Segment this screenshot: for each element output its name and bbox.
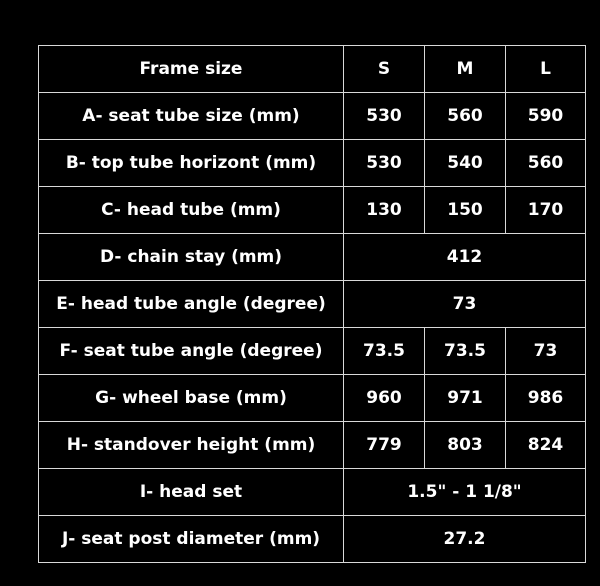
row-label: D- chain stay (mm) xyxy=(39,234,344,281)
value-m: 803 xyxy=(425,422,506,469)
header-label: Frame size xyxy=(39,46,344,93)
value-l: 986 xyxy=(506,375,586,422)
value-s: 530 xyxy=(344,140,425,187)
row-label: J- seat post diameter (mm) xyxy=(39,516,344,563)
table-row xyxy=(39,375,586,422)
row-label: I- head set xyxy=(39,469,344,516)
value-s: 530 xyxy=(344,93,425,140)
row-label: G- wheel base (mm) xyxy=(39,375,344,422)
value-m: 73.5 xyxy=(425,328,506,375)
table-row xyxy=(39,187,586,234)
header-row xyxy=(39,46,586,93)
table-row xyxy=(39,93,586,140)
value-m: 971 xyxy=(425,375,506,422)
table-row xyxy=(39,328,586,375)
row-label: A- seat tube size (mm) xyxy=(39,93,344,140)
value-all-sizes: 1.5" - 1 1/8" xyxy=(344,469,586,516)
value-s: 130 xyxy=(344,187,425,234)
value-m: 150 xyxy=(425,187,506,234)
value-all-sizes: 73 xyxy=(344,281,586,328)
value-all-sizes: 412 xyxy=(344,234,586,281)
value-s: 960 xyxy=(344,375,425,422)
row-label: E- head tube angle (degree) xyxy=(39,281,344,328)
value-l: 560 xyxy=(506,140,586,187)
size-m-header: M xyxy=(425,46,506,93)
value-m: 560 xyxy=(425,93,506,140)
value-l: 73 xyxy=(506,328,586,375)
value-s: 779 xyxy=(344,422,425,469)
geometry-table xyxy=(38,45,586,563)
value-m: 540 xyxy=(425,140,506,187)
row-label: H- standover height (mm) xyxy=(39,422,344,469)
row-label: C- head tube (mm) xyxy=(39,187,344,234)
table-row xyxy=(39,234,586,281)
table-row xyxy=(39,469,586,516)
table-row xyxy=(39,516,586,563)
table-row xyxy=(39,281,586,328)
size-l-header: L xyxy=(506,46,586,93)
size-s-header: S xyxy=(344,46,425,93)
value-l: 824 xyxy=(506,422,586,469)
row-label: F- seat tube angle (degree) xyxy=(39,328,344,375)
row-label: B- top tube horizont (mm) xyxy=(39,140,344,187)
value-s: 73.5 xyxy=(344,328,425,375)
value-l: 170 xyxy=(506,187,586,234)
table-row xyxy=(39,422,586,469)
table-row xyxy=(39,140,586,187)
value-all-sizes: 27.2 xyxy=(344,516,586,563)
value-l: 590 xyxy=(506,93,586,140)
